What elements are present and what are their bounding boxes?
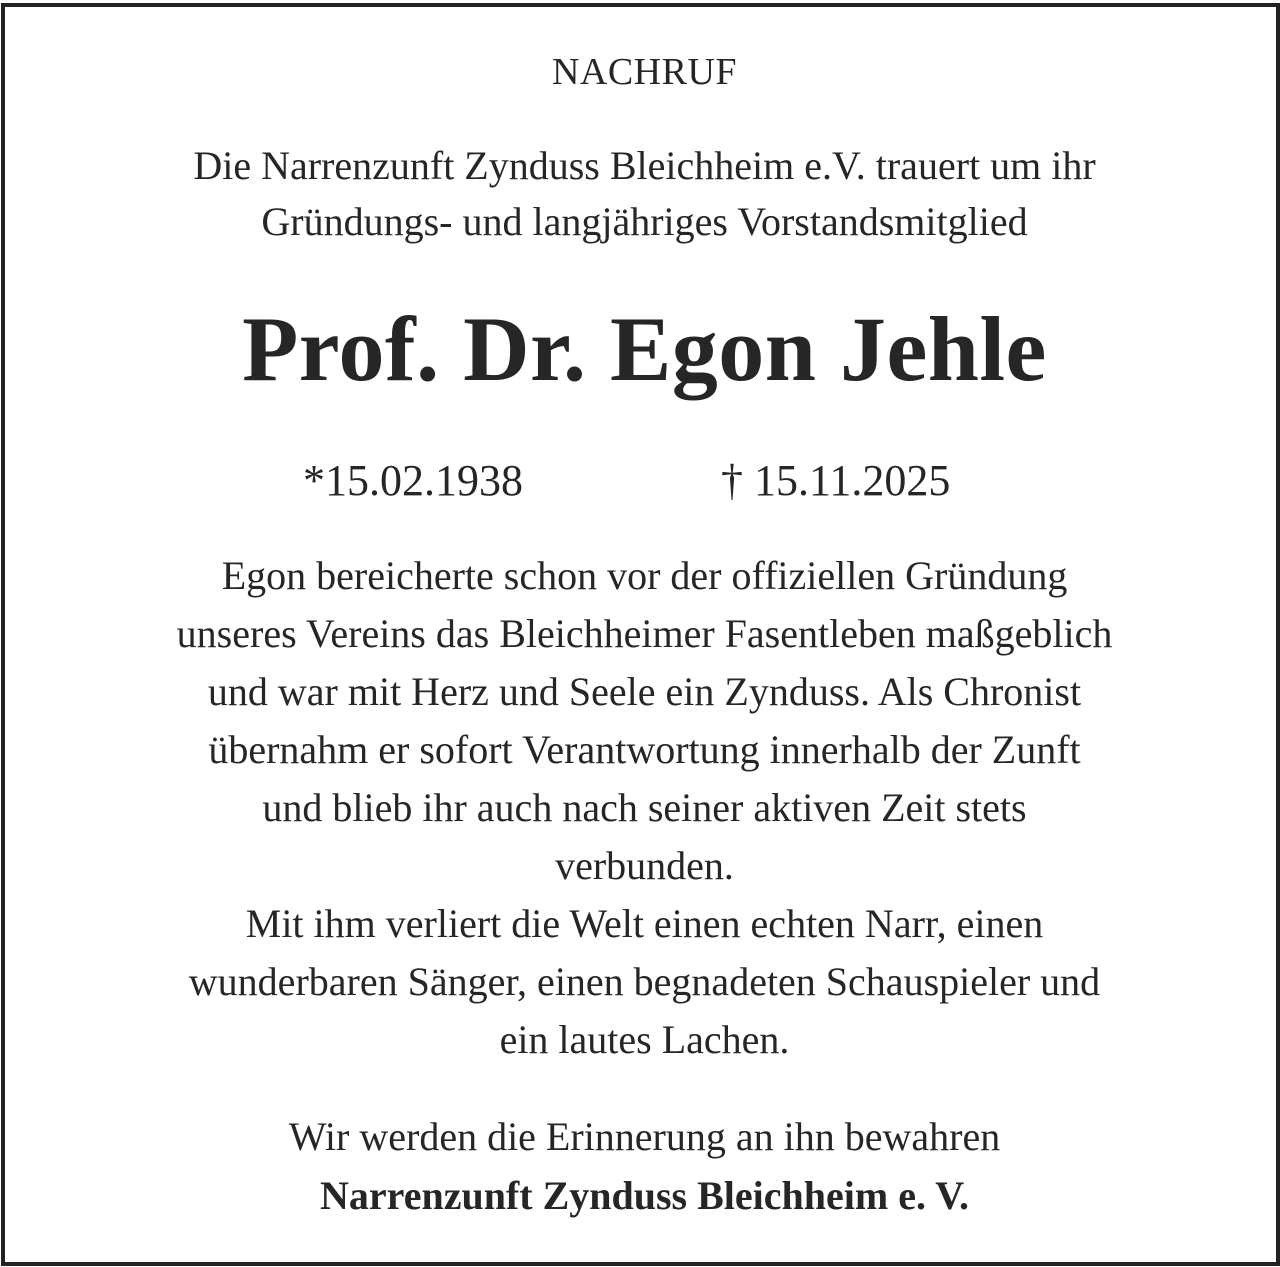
- tribute-line-9: ein lautes Lachen.: [499, 1017, 790, 1062]
- closing-line: Wir werden die Erinnerung an ihn bewahren: [288, 1114, 1001, 1159]
- tribute-line-2: unseres Vereins das Bleichheimer Fasentleben maßgeblich: [176, 611, 1113, 656]
- tribute-line-1: Egon bereicherte schon vor der offiziellen Gründung: [221, 553, 1068, 598]
- tribute-line-8: wunderbaren Sänger, einen begnadeten Schauspieler und: [188, 959, 1101, 1004]
- tribute-line-5: und blieb ihr auch nach seiner aktiven Zeit stets: [262, 785, 1027, 830]
- tribute-line-7: Mit ihm verliert die Welt einen echten Narr, einen: [245, 901, 1044, 946]
- birth-date: *15.02.1938: [303, 456, 523, 505]
- tribute-line-3: und war mit Herz und Seele ein Zynduss. Als Chronist: [207, 669, 1082, 714]
- tribute-line-4: übernahm er sofort Verantwortung innerhalb der Zunft: [208, 727, 1081, 772]
- intro-line-2: Gründungs- und langjähriges Vorstandsmitglied: [261, 199, 1028, 244]
- deceased-name: Prof. Dr. Egon Jehle: [242, 298, 1047, 400]
- signature: Narrenzunft Zynduss Bleichheim e. V.: [320, 1173, 969, 1218]
- death-date: † 15.11.2025: [721, 456, 951, 505]
- intro-line-1: Die Narrenzunft Zynduss Bleichheim e.V. trauert um ihr: [193, 143, 1096, 188]
- tribute-line-6: verbunden.: [555, 843, 734, 888]
- notice-heading: NACHRUF: [551, 51, 738, 93]
- obituary-notice: [1, 3, 1280, 1266]
